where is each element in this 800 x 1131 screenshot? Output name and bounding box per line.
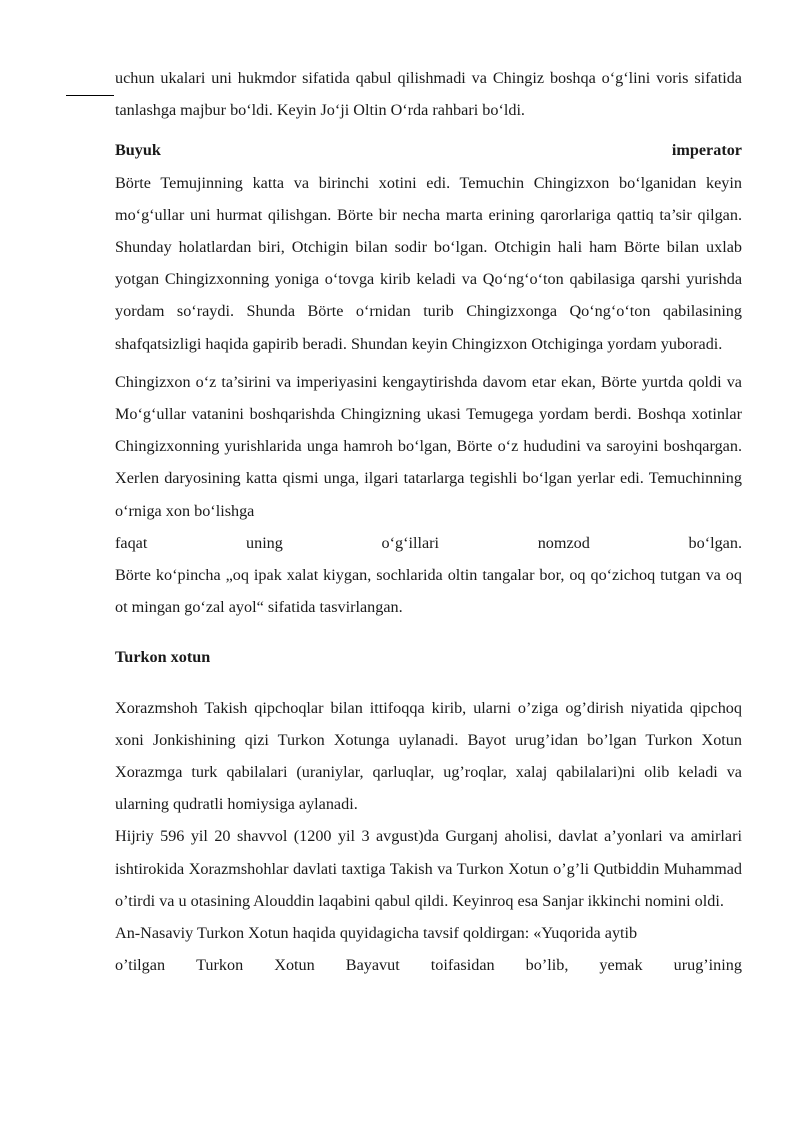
word: Bayavut bbox=[345, 956, 400, 975]
paragraph-borte-description: Börte ko‘pincha „oq ipak xalat kiygan, sochlarida oltin tangalar bor, oq qo‘zichoq tutgan va oq ot mingan go‘zal ayol“ sifatida tasvirlangan. bbox=[115, 566, 742, 617]
heading-turkon-xotun: Turkon xotun bbox=[115, 648, 211, 667]
word: urug’ining bbox=[673, 956, 742, 975]
paragraph-borte-intro: Börte Temujinning katta va birinchi xotini edi. Temuchin Chingizxon bo‘lganidan keyin mo‘g‘ullar uni hurmat qilishgan. Börte bir necha marta erining qarorlariga qattiq ta’sir qilgan. Shunday holatlardan biri, Otchigin bilan sodir bo‘lgan. Otchigin hali ham Börte bilan uxlab yotgan Chingizxonning yoniga o‘tovga kirib keladi va Qo‘ng‘o‘ton qabilasiga qarshi yurishda yordam so‘raydi. Shunda Börte o‘rnidan turib Chingizxonga Qo‘ng‘o‘ton qabilasining shafqatsizligi haqida gapirib beradi. Shundan keyin Chingizxon Otchiginga yordam yuboradi. bbox=[115, 173, 742, 353]
paragraph-borte-rule: Chingizxon o‘z ta’sirini va imperiyasini kengaytirishda davom etar ekan, Börte yurtda qoldi va Mo‘g‘ullar vatanini boshqarishda Chingizning ukasi Temugega yordam berdi. Boshqa xotinlar Chingizxonning yurishlarida unga hamroh bo‘lgan, Börte o‘z hududini va saroyini boshqargan. Xerlen daryosining katta qismi unga, ilgari tatarlarga tegishli bo‘lgan yerlar edi. Temuchinning o‘rniga xon bo‘lishga bbox=[115, 372, 742, 520]
word: o’tilgan bbox=[115, 956, 166, 975]
word: Xotun bbox=[274, 956, 315, 975]
word: yemak bbox=[599, 956, 643, 975]
word: nomzod bbox=[537, 533, 590, 552]
paragraph-borte-rule-last-line bbox=[115, 527, 742, 559]
paragraph-an-nasaviy-last-line bbox=[115, 949, 742, 981]
word: faqat bbox=[115, 533, 148, 552]
word: toifasidan bbox=[430, 956, 495, 975]
paragraph-turkon-marriage: Xorazmshoh Takish qipchoqlar bilan ittifoqqa kirib, ularni o’ziga og’dirish niyatida qipchoq xoni Jonkishining qizi Turkon Xotunga uylanadi. Bayot urug’idan bo’lgan Turkon Xotun Xorazmga turk qabilalari (uraniylar, qarluqlar, ug’roqlar, xalaj qabilalari)ni olib keladi va ularning qudratli homiysiga aylanadi. bbox=[115, 698, 742, 814]
paragraph-an-nasaviy: An-Nasaviy Turkon Xotun haqida quyidagicha tavsif qoldirgan: «Yuqorida aytib bbox=[115, 924, 638, 943]
heading-buyuk-imperator bbox=[115, 134, 742, 166]
word: uning bbox=[246, 533, 283, 552]
paragraph-joji: uchun ukalari uni hukmdor sifatida qabul qilishmadi va Chingiz boshqa o‘g‘lini voris sifatida tanlashga majbur bo‘ldi. Keyin Jo‘ji Oltin O‘rda rahbari bo‘ldi. bbox=[115, 69, 742, 120]
footnote-separator-line bbox=[66, 95, 114, 96]
document-page bbox=[115, 62, 742, 981]
word: bo‘lgan. bbox=[688, 533, 742, 552]
paragraph-hijriy-596: Hijriy 596 yil 20 shavvol (1200 yil 3 avgust)da Gurganj aholisi, davlat a’yonlari va amirlari ishtirokida Xorazmshohlar davlati taxtiga Takish va Turkon Xotun o’g’li Qutbiddin Muhammad o’tirdi va u otasining Alouddin laqabini qabul qildi. Keyinroq esa Sanjar ikkinchi nomini oldi. bbox=[115, 827, 742, 910]
heading-word-imperator: imperator bbox=[671, 141, 742, 160]
word: Turkon bbox=[196, 956, 244, 975]
word: o‘g‘illari bbox=[381, 533, 440, 552]
word: bo’lib, bbox=[525, 956, 569, 975]
heading-word-buyuk: Buyuk bbox=[115, 141, 161, 160]
